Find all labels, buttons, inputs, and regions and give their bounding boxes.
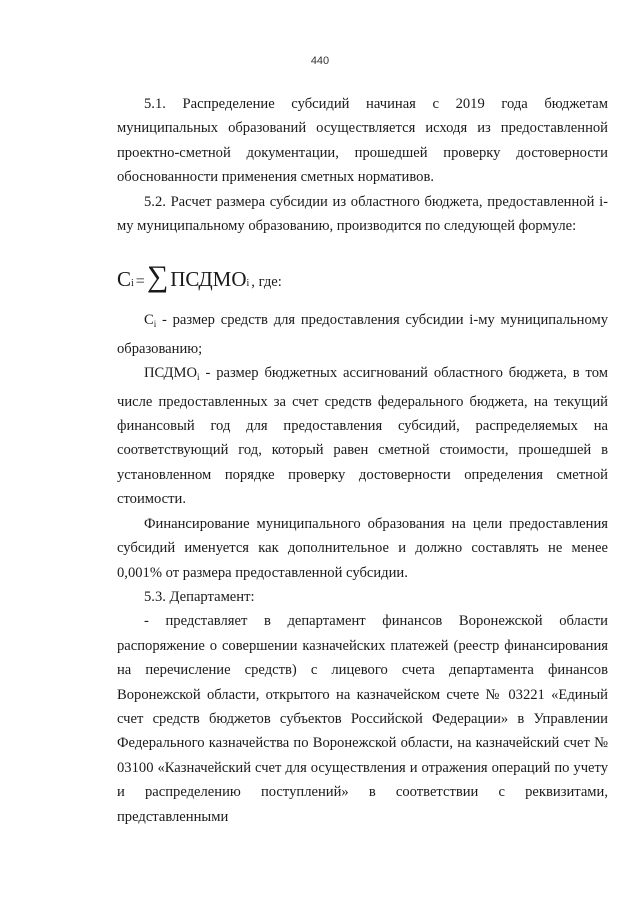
formula-term: ПСДМО: [170, 267, 247, 292]
paragraph-department-item: - представляет в департамент финансов Воронежской области распоряжение о совершении казначейских платежей (реестр финансирования на перечисление средств) с лицевого счета департамента финансов Воронежской области, открытого на казначейском счете № 03221 «Единый счет средств бюджетов субъектов Российской Федерации» в Управлении Федерального казначейства по Воронежской области, на казначейский счет № 03100 «Казначейский счет для осуществления и отражения операций по учету и распределению поступлений» в соответствии с реквизитами, представленными: [117, 613, 608, 825]
definition-c-symbol: С: [144, 312, 154, 329]
paragraph-5-3: 5.3. Департамент:: [144, 588, 255, 605]
document-body: [117, 92, 608, 829]
formula-equals: =: [135, 273, 145, 291]
subsidy-formula: [117, 262, 608, 300]
paragraph-5-1: 5.1. Распределение субсидий начиная с 2019 года бюджетам муниципальных образований осуществляется исходя из предоставленной проектно-сметной документации, прошедшей проверку достоверности обоснованности применения сметных нормативов.: [117, 96, 608, 186]
page-number: 440: [310, 55, 330, 67]
definition-psdmo-symbol: ПСДМО: [144, 365, 198, 382]
formula-lhs-subscript: i: [131, 278, 134, 290]
formula-sum-sign: ∑: [146, 260, 169, 294]
formula-term-subscript: i: [246, 278, 250, 290]
definition-c: [117, 308, 608, 361]
definition-c-text: - размер средств для предоставления субсидии i-му муниципальному образованию;: [117, 312, 608, 357]
paragraph-5-2: 5.2. Расчет размера субсидии из областного бюджета, предоставленной i-му муниципальному образованию, производится по следующей формуле:: [117, 193, 608, 235]
formula-lhs: С: [117, 267, 132, 292]
definition-psdmo-subscript: i: [197, 372, 200, 383]
definition-c-subscript: i: [153, 319, 157, 330]
definition-psdmo: [117, 361, 608, 511]
formula-tail: , где:: [251, 274, 282, 291]
definition-psdmo-text: - размер бюджетных ассигнований областного бюджета, в том числе предоставленных за счет средств федерального бюджета, на текущий финансовый год для предоставления субсидий, распределяемых на соответствующий год, который равен сметной стоимости, прошедшей в установленном порядке проверку достоверности определения сметной стоимости.: [117, 365, 608, 508]
paragraph-financing: Финансирование муниципального образования на цели предоставления субсидий именуется как дополнительное и должно составлять не менее 0,001% от размера предоставленной субсидии.: [117, 515, 608, 581]
